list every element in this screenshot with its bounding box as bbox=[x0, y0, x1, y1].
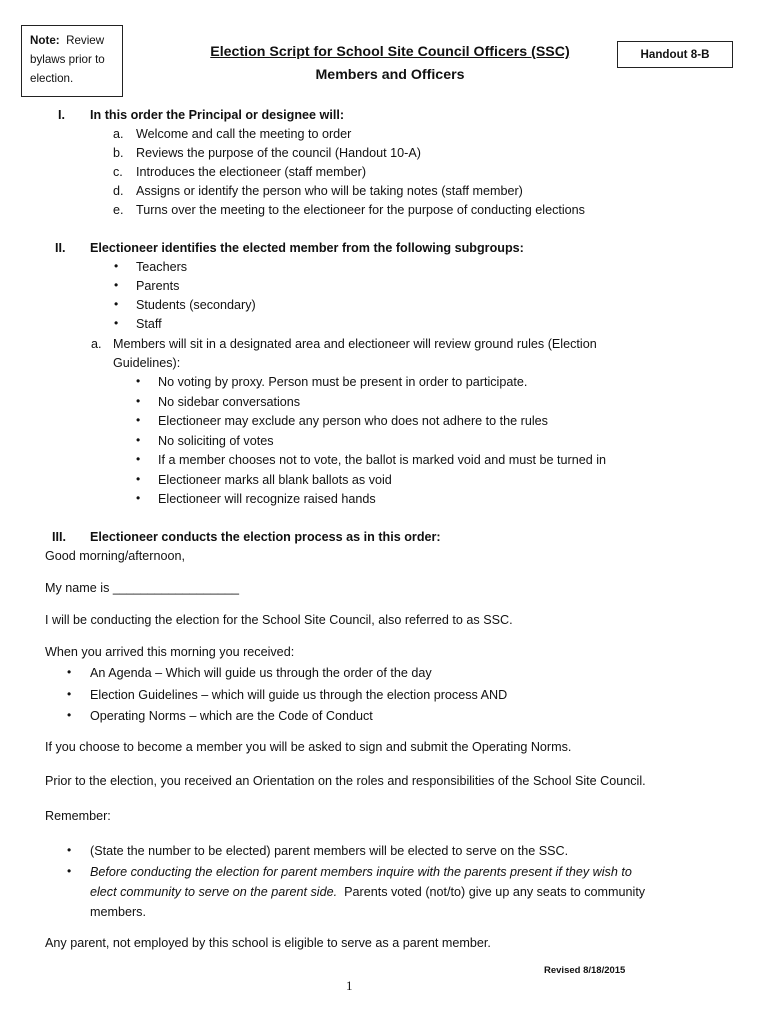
section-1-heading: In this order the Principal or designee will: bbox=[90, 108, 345, 122]
bullet-icon: • bbox=[114, 259, 119, 273]
bullet-icon: • bbox=[136, 433, 141, 447]
subgroup-teachers: Teachers bbox=[136, 260, 188, 274]
rule-7: Electioneer will recognize raised hands bbox=[158, 492, 376, 506]
document-subtitle: Members and Officers bbox=[315, 67, 465, 83]
revised-date: Revised 8/18/2015 bbox=[544, 965, 626, 976]
received-agenda: An Agenda – Which will guide us through the order of the day bbox=[90, 666, 432, 680]
section-3-heading: Electioneer conducts the election process as in this order: bbox=[90, 530, 441, 544]
section-3-numeral: III. bbox=[52, 530, 66, 544]
section-2-heading: Electioneer identifies the elected member from the following subgroups: bbox=[90, 241, 524, 255]
remember-item-2-line1: Before conducting the election for parent members inquire with the parents present if they wish to bbox=[90, 865, 632, 879]
rule-5: If a member chooses not to vote, the ballot is marked void and must be turned in bbox=[158, 453, 607, 467]
section-2-item-a-line1: Members will sit in a designated area and electioneer will review ground rules (Election bbox=[113, 337, 597, 351]
bullet-icon: • bbox=[136, 452, 141, 466]
orientation-paragraph: Prior to the election, you received an Orientation on the roles and responsibilities of the School Site Council. bbox=[45, 774, 646, 788]
note-text-3: election. bbox=[30, 72, 74, 85]
remember-label: Remember: bbox=[45, 809, 111, 823]
section-1-numeral: I. bbox=[58, 108, 65, 122]
rule-6: Electioneer marks all blank ballots as void bbox=[158, 473, 392, 487]
bullet-icon: • bbox=[114, 297, 119, 311]
section-1-item-c: Introduces the electioneer (staff member) bbox=[136, 165, 367, 179]
note-text-1: Review bbox=[66, 34, 105, 47]
section-2-item-a-line2: Guidelines): bbox=[113, 356, 181, 370]
section-1-item-d: Assigns or identify the person who will be taking notes (staff member) bbox=[136, 184, 523, 198]
received-guidelines: Election Guidelines – which will guide us through the election process AND bbox=[90, 688, 508, 702]
remember-item-1: (State the number to be elected) parent members will be elected to serve on the SSC. bbox=[90, 844, 569, 858]
remember-item-2-rest: Parents voted (not/to) give up any seats to community bbox=[337, 885, 646, 899]
section-1-item-d-marker: d. bbox=[113, 184, 124, 198]
conducting-paragraph: I will be conducting the election for the School Site Council, also referred to as SSC. bbox=[45, 613, 513, 627]
bullet-icon: • bbox=[67, 708, 72, 722]
remember-item-2-line2 bbox=[90, 884, 645, 900]
page-number: 1 bbox=[346, 978, 353, 993]
bullet-icon: • bbox=[67, 665, 72, 679]
section-1-item-b-marker: b. bbox=[113, 146, 124, 160]
bullet-icon: • bbox=[114, 278, 119, 292]
bullet-icon: • bbox=[136, 394, 141, 408]
eligibility-paragraph: Any parent, not employed by this school is eligible to serve as a parent member. bbox=[45, 936, 491, 950]
rule-1: No voting by proxy. Person must be present in order to participate. bbox=[158, 375, 528, 389]
note-text-2: bylaws prior to bbox=[30, 53, 105, 66]
note-label: Note: bbox=[30, 34, 60, 47]
bullet-icon: • bbox=[67, 843, 72, 857]
bullet-icon: • bbox=[136, 472, 141, 486]
rule-2: No sidebar conversations bbox=[158, 395, 301, 409]
subgroup-parents: Parents bbox=[136, 279, 180, 293]
rule-3: Electioneer may exclude any person who does not adhere to the rules bbox=[158, 414, 548, 428]
received-norms: Operating Norms – which are the Code of Conduct bbox=[90, 709, 373, 723]
remember-item-2-italic: elect community to serve on the parent side. bbox=[90, 885, 338, 899]
section-1-item-c-marker: c. bbox=[113, 165, 123, 179]
section-2-item-a-marker: a. bbox=[91, 337, 102, 351]
section-1-item-b: Reviews the purpose of the council (Handout 10-A) bbox=[136, 146, 421, 160]
remember-item-2-line3: members. bbox=[90, 905, 146, 919]
my-name-line: My name is __________________ bbox=[45, 581, 239, 595]
subgroup-students: Students (secondary) bbox=[136, 298, 256, 312]
member-sign-paragraph: If you choose to become a member you will be asked to sign and submit the Operating Norms. bbox=[45, 740, 572, 754]
handout-label: Handout 8-B bbox=[617, 41, 733, 68]
bullet-icon: • bbox=[114, 316, 119, 330]
greeting: Good morning/afternoon, bbox=[45, 549, 186, 563]
document-title: Election Script for School Site Council Officers (SSC) bbox=[210, 44, 570, 60]
rule-4: No soliciting of votes bbox=[158, 434, 274, 448]
section-1-item-a: Welcome and call the meeting to order bbox=[136, 127, 352, 141]
arrived-paragraph: When you arrived this morning you received: bbox=[45, 645, 295, 659]
note-box bbox=[21, 25, 123, 97]
bullet-icon: • bbox=[67, 687, 72, 701]
bullet-icon: • bbox=[136, 374, 141, 388]
section-2-numeral: II. bbox=[55, 241, 66, 255]
bullet-icon: • bbox=[136, 491, 141, 505]
section-1-item-a-marker: a. bbox=[113, 127, 124, 141]
subgroup-staff: Staff bbox=[136, 317, 162, 331]
section-1-item-e: Turns over the meeting to the electioneer for the purpose of conducting elections bbox=[136, 203, 585, 217]
bullet-icon: • bbox=[136, 413, 141, 427]
bullet-icon: • bbox=[67, 864, 72, 878]
section-1-item-e-marker: e. bbox=[113, 203, 124, 217]
